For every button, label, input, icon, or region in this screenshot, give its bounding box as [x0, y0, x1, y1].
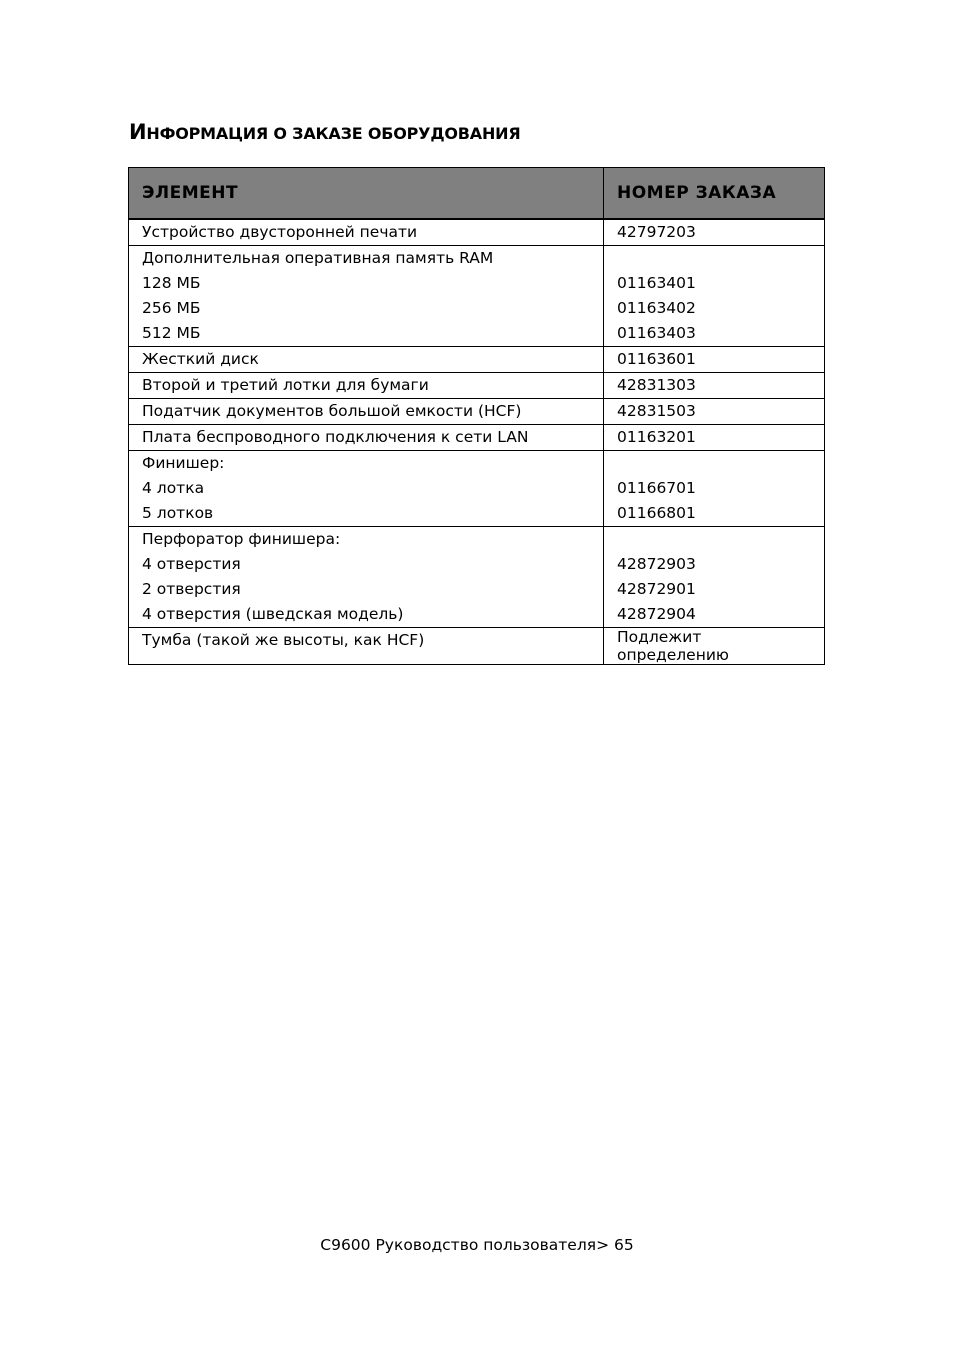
- item-text: 256 МБ: [142, 299, 201, 317]
- order-number-text: 42797203: [617, 223, 696, 241]
- order-number-text: 01166701: [617, 479, 696, 497]
- item-text: Устройство двусторонней печати: [142, 223, 418, 241]
- item-text: Тумба (такой же высоты, как HCF): [142, 631, 425, 649]
- order-number-text: 01163201: [617, 428, 696, 446]
- order-number-text: определению: [617, 646, 729, 664]
- cell-order-number: [604, 373, 825, 399]
- cell-item: [129, 425, 604, 451]
- cell-order-number: [604, 527, 825, 628]
- cell-order-number: [604, 628, 825, 665]
- order-number-text: 01163601: [617, 350, 696, 368]
- cell-order-number: [604, 425, 825, 451]
- cell-item: [129, 219, 604, 246]
- page-title-initial: И: [129, 120, 147, 144]
- cell-order-number: [604, 246, 825, 347]
- cell-order-number: [604, 347, 825, 373]
- table-row: [129, 219, 825, 246]
- order-number-text: 01166801: [617, 504, 696, 522]
- item-text: 512 МБ: [142, 324, 201, 342]
- order-number-text: 42831303: [617, 376, 696, 394]
- order-number-text: Подлежит: [617, 628, 702, 646]
- cell-order-number: [604, 451, 825, 527]
- page-footer: C9600 Руководство пользователя> 65: [320, 1236, 634, 1254]
- table-row: [129, 347, 825, 373]
- order-number-text: 01163403: [617, 324, 696, 342]
- order-number-text: [617, 246, 811, 271]
- item-text: 4 лотка: [142, 479, 205, 497]
- table-row: [129, 527, 825, 628]
- table-row: [129, 246, 825, 347]
- item-text: 4 отверстия (шведская модель): [142, 605, 404, 623]
- order-table-body: [129, 219, 825, 665]
- table-row: [129, 628, 825, 665]
- order-number-text: 42872901: [617, 580, 696, 598]
- header-item: ЭЛЕМЕНТ: [129, 168, 604, 220]
- item-text: Второй и третий лотки для бумаги: [142, 376, 429, 394]
- table-row: [129, 425, 825, 451]
- table-row: [129, 451, 825, 527]
- order-number-text: [617, 527, 811, 552]
- order-table: [128, 167, 825, 665]
- item-text: 2 отверстия: [142, 580, 241, 598]
- item-text: Жесткий диск: [142, 350, 259, 368]
- order-number-text: 42831503: [617, 402, 696, 420]
- cell-item: [129, 527, 604, 628]
- cell-item: [129, 347, 604, 373]
- order-number-text: [617, 451, 811, 476]
- table-row: [129, 373, 825, 399]
- header-row: [129, 168, 825, 220]
- page-title-rest: НФОРМАЦИЯ О ЗАКАЗЕ ОБОРУДОВАНИЯ: [146, 124, 521, 143]
- order-number-text: 01163402: [617, 299, 696, 317]
- cell-order-number: [604, 219, 825, 246]
- item-text: Перфоратор финишера:: [142, 530, 341, 548]
- item-text: Плата беспроводного подключения к сети LAN: [142, 428, 529, 446]
- item-text: 5 лотков: [142, 504, 214, 522]
- order-number-text: 42872904: [617, 605, 696, 623]
- cell-item: [129, 246, 604, 347]
- order-table-head: [129, 168, 825, 220]
- cell-item: [129, 628, 604, 665]
- order-number-text: 42872903: [617, 555, 696, 573]
- item-text: 128 МБ: [142, 274, 201, 292]
- order-number-text: 01163401: [617, 274, 696, 292]
- page-title: [129, 120, 520, 144]
- cell-item: [129, 399, 604, 425]
- cell-item: [129, 373, 604, 399]
- cell-item: [129, 451, 604, 527]
- item-text: Финишер:: [142, 454, 225, 472]
- cell-order-number: [604, 399, 825, 425]
- table-row: [129, 399, 825, 425]
- header-order-number: НОМЕР ЗАКАЗА: [604, 168, 825, 220]
- item-text: Дополнительная оперативная память RAM: [142, 249, 494, 267]
- item-text: 4 отверстия: [142, 555, 241, 573]
- item-text: Податчик документов большой емкости (HCF): [142, 402, 522, 420]
